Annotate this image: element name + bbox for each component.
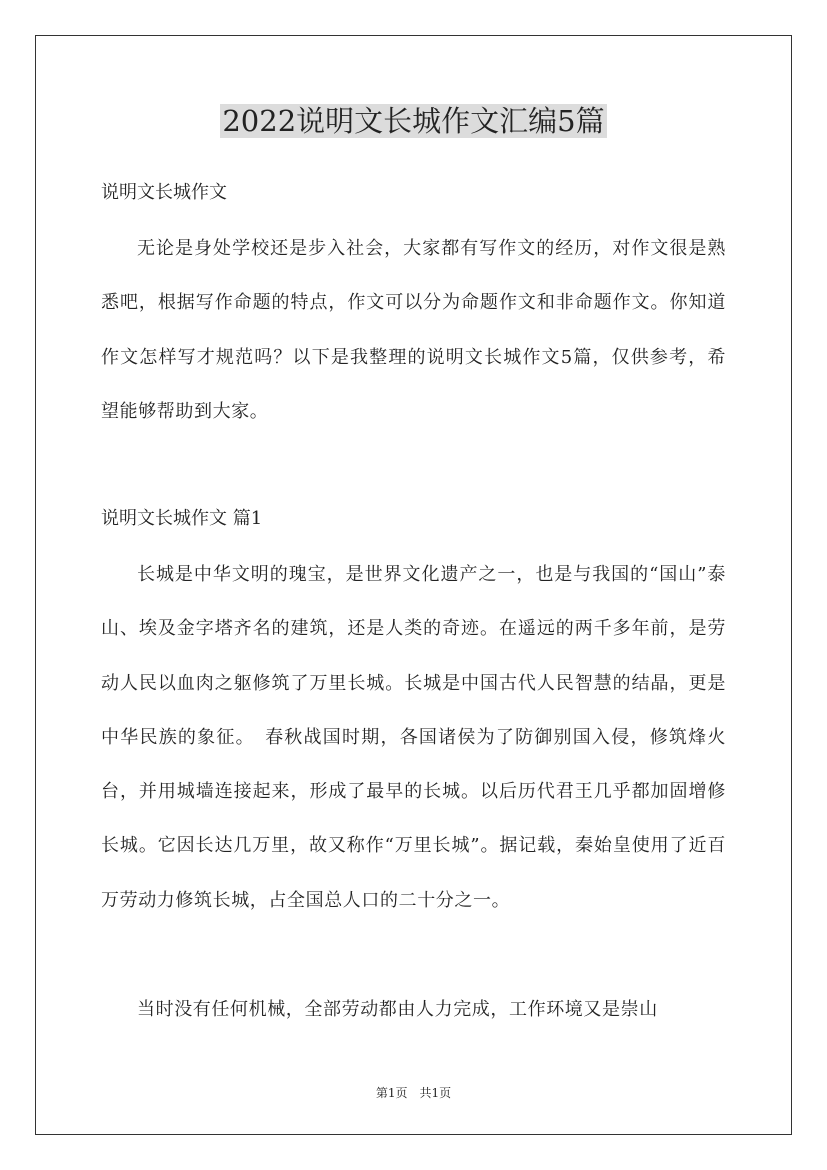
- section1-paragraph-2: 当时没有任何机械，全部劳动都由人力完成，工作环境又是崇山: [137, 999, 658, 1020]
- section1-paragraph-1: 长城是中华文明的瑰宝，是世界文化遗产之一，也是与我国的“国山”泰山、埃及金字塔齐名的建筑，还是人类的奇迹。在遥远的两千多年前，是劳动人民以血肉之躯修筑了万里长城。长城是中国古代人民智慧的结晶，更是中华民族的象征。 春秋战国时期，各国诸侯为了防御别国入侵，修筑烽火台，并用城墙连接起来，形成了最早的长城。以后历代君王几乎都加固增修长城。它因长达几万里，故又称作“万里长城”。据记载，秦始皇使用了近百万劳动力修筑长城，占全国总人口的二十分之一。: [101, 564, 726, 911]
- intro-paragraph: 无论是身处学校还是步入社会，大家都有写作文的经历，对作文很是熟悉吧，根据写作命题的特点，作文可以分为命题作文和非命题作文。你知道作文怎样写才规范吗？以下是我整理的说明文长城作文5篇，仅供参考，希望能够帮助到大家。: [101, 238, 726, 422]
- document-title-text: 2022说明文长城作文汇编5篇: [222, 104, 605, 138]
- section1-heading: 说明文长城作文 篇1: [101, 508, 263, 529]
- intro-heading: 说明文长城作文: [101, 182, 227, 203]
- page-footer: 第1页 共1页: [375, 1086, 452, 1100]
- document-title: [0, 100, 827, 142]
